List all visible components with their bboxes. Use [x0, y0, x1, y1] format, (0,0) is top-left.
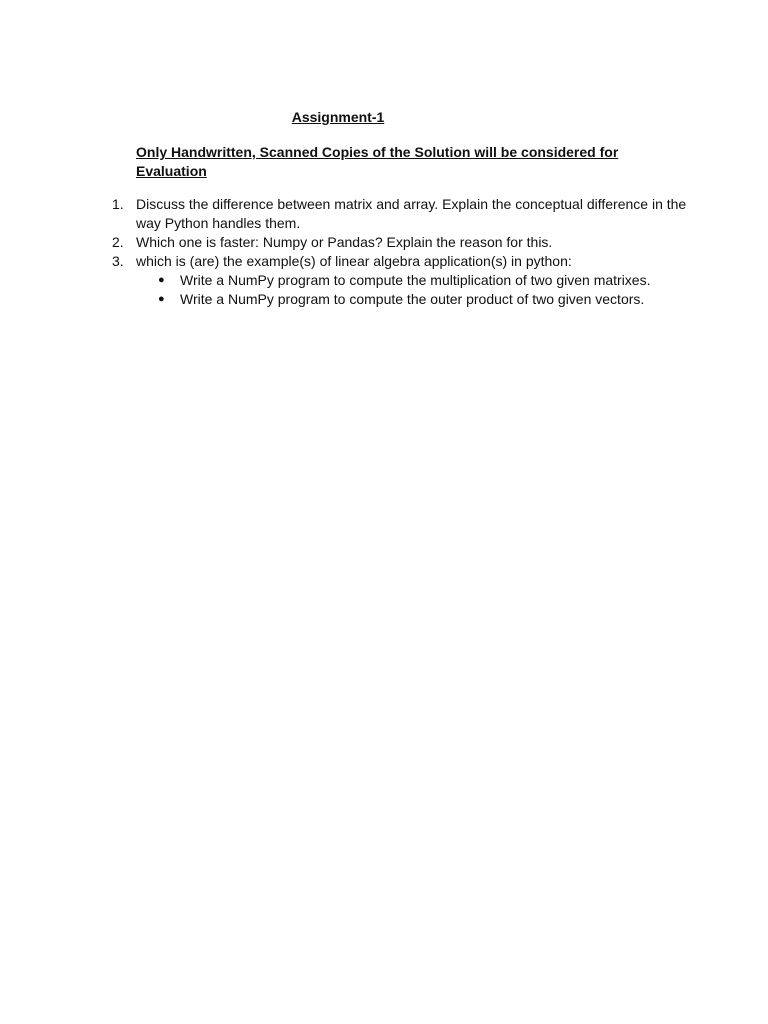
question-text: Discuss the difference between matrix and array. Explain the conceptual difference in the way Python handles them.	[136, 196, 687, 231]
question-text: Which one is faster: Numpy or Pandas? Explain the reason for this.	[136, 234, 553, 250]
sub-question-item	[136, 290, 696, 309]
question-item	[112, 252, 696, 309]
question-item	[112, 195, 696, 233]
sub-question-item	[136, 271, 696, 290]
question-text: which is (are) the example(s) of linear algebra application(s) in python:	[136, 253, 572, 269]
bullet-icon: ●	[158, 293, 165, 305]
question-number: 2.	[112, 234, 124, 250]
question-number: 3.	[112, 253, 124, 269]
question-number: 1.	[112, 196, 124, 212]
sub-question-text: Write a NumPy program to compute the multiplication of two given matrixes.	[180, 272, 651, 288]
assignment-title: Assignment-1	[291, 109, 385, 125]
question-list	[112, 195, 696, 309]
submission-notice: Only Handwritten, Scanned Copies of the Solution will be considered for Evaluation	[136, 144, 619, 179]
question-item	[112, 233, 696, 252]
sub-question-text: Write a NumPy program to compute the outer product of two given vectors.	[180, 291, 645, 307]
bullet-icon: ●	[158, 274, 165, 286]
sub-question-list	[136, 271, 696, 309]
